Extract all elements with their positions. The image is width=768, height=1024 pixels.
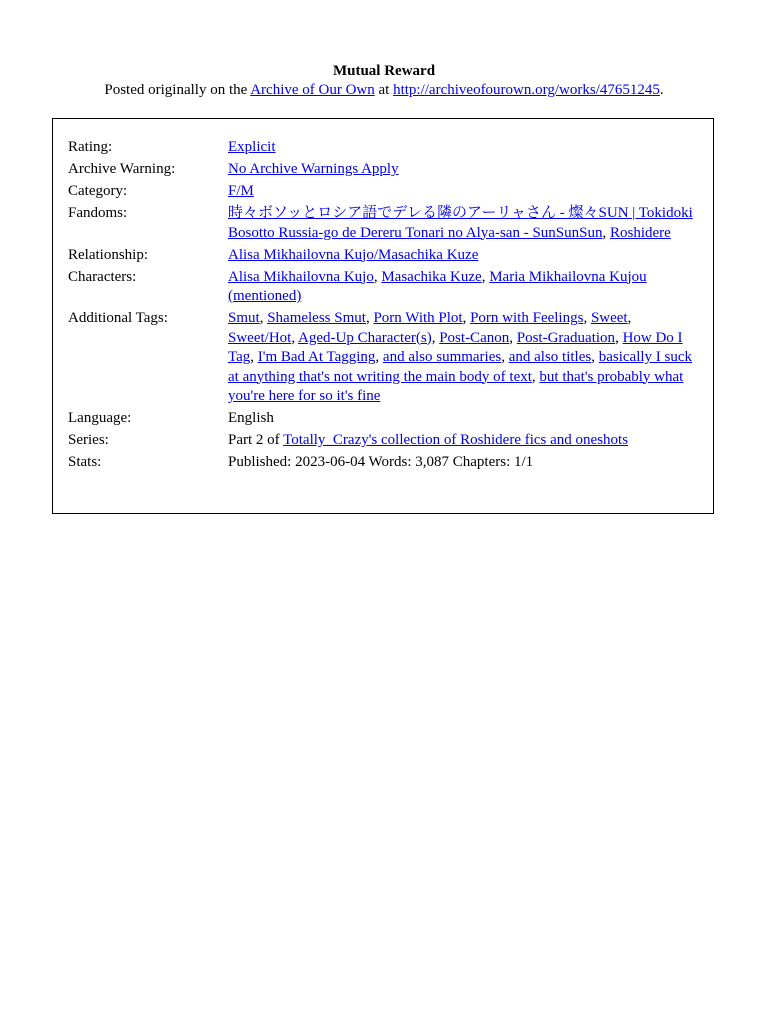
tag-link[interactable]: Sweet/Hot [228, 329, 292, 346]
series-prefix: Part 2 of [228, 432, 284, 448]
stats-value: Published: 2023-06-04 Words: 3,087 Chapters: 1/1 [228, 454, 534, 470]
posted-line [0, 81, 768, 100]
series-link[interactable]: Totally_Crazy's collection of Roshidere fics and oneshots [283, 432, 629, 448]
rating-row [68, 138, 698, 158]
warning-label: Archive Warning: [68, 161, 176, 177]
tag-link[interactable]: Aged-Up Character(s) [298, 329, 432, 346]
characters-label: Characters: [68, 268, 137, 285]
relationship-label: Relationship: [68, 246, 148, 263]
tag-link[interactable]: Maria Mikhailovna Kujou (mentioned) [228, 268, 647, 304]
tag-link[interactable]: How Do I Tag [228, 329, 683, 365]
tag-separator: , [365, 310, 374, 326]
language-value: English [228, 410, 274, 426]
language-row [68, 409, 698, 429]
period: . [659, 82, 664, 98]
tag-link[interactable]: Roshidere [609, 224, 671, 241]
tag-separator: , [250, 349, 258, 365]
additional-tags [228, 309, 698, 407]
fandoms-label: Fandoms: [68, 205, 128, 221]
tag-link[interactable]: Shameless Smut [267, 310, 366, 326]
tag-separator: , [259, 310, 268, 326]
series-label: Series: [68, 432, 109, 448]
category-tags [228, 182, 698, 202]
rating-label: Rating: [68, 139, 113, 155]
tag-separator: , [501, 349, 509, 365]
posted-prefix: Posted originally on the [104, 82, 251, 98]
series-value [228, 431, 698, 451]
tag-link[interactable]: F/M [228, 183, 254, 199]
warning-tags [228, 160, 698, 180]
work-meta-table [68, 138, 698, 475]
work-url-link[interactable]: http://archiveofourown.org/works/47651245 [393, 82, 660, 98]
tag-separator: , [531, 368, 540, 385]
additional-tags-label: Additional Tags: [68, 310, 168, 326]
tag-link[interactable]: and also summaries [382, 349, 502, 365]
tag-separator: , [615, 329, 623, 346]
tag-link[interactable]: I'm Bad At Tagging [257, 349, 376, 365]
tag-link[interactable]: Post-Canon [439, 329, 510, 346]
tag-link[interactable]: Alisa Mikhailovna Kujo [228, 268, 374, 285]
characters-tags [228, 268, 698, 307]
work-title: Mutual Reward [332, 63, 436, 79]
fandoms-row [68, 204, 698, 243]
stats-label: Stats: [68, 454, 102, 470]
tag-separator: , [431, 329, 440, 346]
archive-link[interactable]: Archive of Our Own [250, 82, 375, 98]
series-row [68, 431, 698, 451]
category-row [68, 182, 698, 202]
tag-link[interactable]: Porn With Plot [373, 310, 463, 326]
tag-link[interactable]: basically I suck at anything that's not writing the main body of text [228, 349, 693, 385]
tag-separator: , [602, 224, 610, 241]
tag-separator: , [462, 310, 471, 326]
tag-separator: , [375, 349, 383, 365]
tag-separator: , [591, 349, 599, 365]
tag-link[interactable]: Smut [228, 310, 260, 326]
tag-link[interactable]: and also titles [508, 349, 592, 365]
tag-separator: , [509, 329, 517, 346]
relationship-row [68, 246, 698, 266]
at-text: at [374, 82, 394, 98]
tag-link[interactable]: Masachika Kuze [381, 268, 482, 285]
tag-link[interactable]: Alisa Mikhailovna Kujo/Masachika Kuze [228, 246, 479, 263]
tag-separator: , [291, 329, 299, 346]
tag-separator: , [481, 268, 490, 285]
fandoms-tags [228, 204, 698, 243]
tag-separator: , [583, 310, 591, 326]
work-header [0, 62, 768, 100]
tag-link[interactable]: Post-Graduation [516, 329, 616, 346]
stats-row [68, 453, 698, 473]
relationship-tags [228, 246, 698, 266]
tag-link[interactable]: but that's probably what you're here for so it's fine [228, 368, 684, 404]
tag-separator: , [373, 268, 382, 285]
characters-row [68, 268, 698, 307]
tag-separator: , [627, 310, 632, 326]
tag-link[interactable]: Explicit [228, 139, 276, 155]
tag-link[interactable]: 時々ボソッとロシア語でデレる隣のアーリャさん - 燦々SUN | Tokidoki Bosotto Russia-go de Dereru Tonari no Alya-san - SunSunSun [228, 205, 693, 241]
work-meta-box [52, 118, 714, 514]
tag-link[interactable]: Sweet [590, 310, 628, 326]
tag-link[interactable]: No Archive Warnings Apply [228, 161, 399, 177]
warning-row [68, 160, 698, 180]
language-label: Language: [68, 410, 132, 426]
category-label: Category: [68, 183, 128, 199]
rating-tags [228, 138, 698, 158]
additional-tags-row [68, 309, 698, 407]
tag-link[interactable]: Porn with Feelings [470, 310, 584, 326]
